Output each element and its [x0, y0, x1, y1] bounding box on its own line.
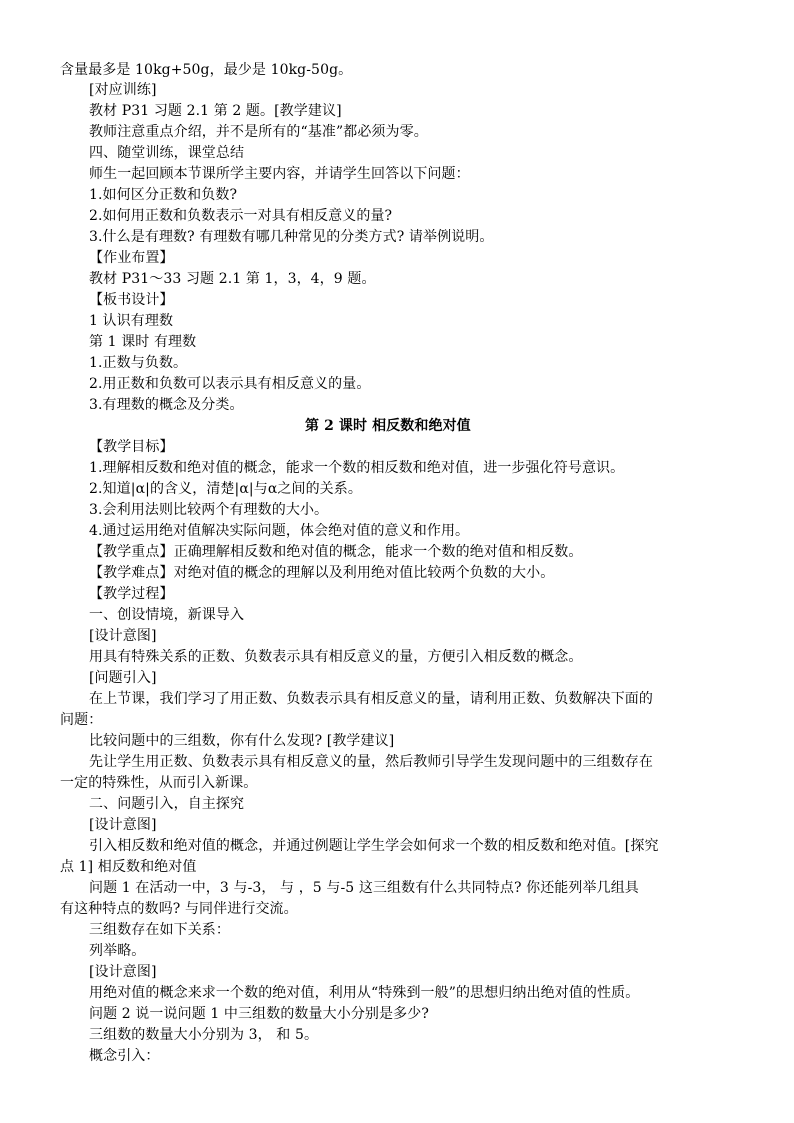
text-line: 2.如何用正数和负数表示一对具有相反意义的量?: [89, 208, 393, 224]
text-line: 教材 P31 习题 2.1 第 2 题。[教学建议]: [89, 103, 342, 119]
text-line: 三组数存在如下关系：: [89, 922, 230, 938]
text-line: 1.如何区分正数和负数?: [89, 187, 238, 203]
text-line: [设计意图]: [89, 817, 157, 833]
text-line: [设计意图]: [89, 964, 157, 980]
text-line: 用具有特殊关系的正数、负数表示具有相反意义的量，方便引入相反数的概念。: [89, 649, 583, 665]
text-line: 问题 1 在活动一中，3 与-3， 与 ，5 与-5 这三组数有什么共同特点? 你还能列举几组具: [89, 880, 639, 896]
text-line: 师生一起回顾本节课所学主要内容，并请学生回答以下问题：: [89, 166, 470, 182]
text-line: [问题引入]: [89, 670, 157, 686]
text-line: 比较问题中的三组数，你有什么发现? [教学建议]: [89, 733, 395, 749]
text-line: 三组数的数量大小分别为 3， 和 5。: [89, 1027, 319, 1043]
text-line: 二、问题引入，自主探究: [89, 796, 245, 812]
text-line: 1.正数与负数。: [89, 355, 188, 371]
text-line: 2.用正数和负数可以表示具有相反意义的量。: [89, 376, 371, 392]
text-line: 【教学目标】: [89, 439, 174, 455]
text-line: 教材 P31～33 习题 2.1 第 1，3，4，9 题。: [89, 271, 376, 287]
text-line: 一定的特殊性，从而引入新课。: [60, 775, 258, 791]
text-line: 问题：: [60, 712, 103, 728]
text-line: 【作业布置】: [89, 250, 174, 266]
text-line: 【教学过程】: [89, 586, 174, 602]
text-line: 4.通过运用绝对值解决实际问题，体会绝对值的意义和作用。: [89, 523, 470, 539]
text-line: [对应训练]: [89, 82, 157, 98]
text-line: [设计意图]: [89, 628, 157, 644]
text-line: 先让学生用正数、负数表示具有相反意义的量，然后教师引导学生发现问题中的三组数存在: [89, 754, 653, 770]
text-line: 【教学重点】正确理解相反数和绝对值的概念，能求一个数的绝对值和相反数。: [89, 544, 583, 560]
section-heading: 第 2 课时 相反数和绝对值: [305, 418, 471, 434]
text-line: 用绝对值的概念来求一个数的绝对值，利用从“特殊到一般”的思想归纳出绝对值的性质。: [89, 985, 640, 1001]
text-line: 问题 2 说一说问题 1 中三组数的数量大小分别是多少?: [89, 1006, 429, 1022]
text-line: 3.会利用法则比较两个有理数的大小。: [89, 502, 329, 518]
text-line: 有这种特点的数吗? 与同伴进行交流。: [60, 901, 298, 917]
text-line: 1.理解相反数和绝对值的概念，能求一个数的相反数和绝对值，进一步强化符号意识。: [89, 460, 625, 476]
text-line: 概念引入：: [89, 1048, 160, 1064]
text-line: 【板书设计】: [89, 292, 174, 308]
text-line: 1 认识有理数: [89, 313, 174, 329]
text-line: 含量最多是 10kg+50g，最少是 10kg-50g。: [60, 62, 353, 78]
text-line: 教师注意重点介绍，并不是所有的“基准”都必须为零。: [89, 124, 428, 140]
text-line: 在上节课，我们学习了用正数、负数表示具有相反意义的量，请利用正数、负数解决下面的: [89, 691, 653, 707]
text-line: 【教学难点】对绝对值的概念的理解以及利用绝对值比较两个负数的大小。: [89, 565, 555, 581]
text-line: 一、创设情境，新课导入: [89, 607, 245, 623]
text-line: 点 1] 相反数和绝对值: [60, 859, 197, 875]
text-line: 第 1 课时 有理数: [89, 334, 197, 350]
text-line: 列举略。: [89, 943, 146, 959]
text-line: 引入相反数和绝对值的概念，并通过例题让学生学会如何求一个数的相反数和绝对值。[探究: [89, 838, 659, 854]
text-line: 3.什么是有理数? 有理数有哪几种常见的分类方式? 请举例说明。: [89, 229, 494, 245]
text-line: 3.有理数的概念及分类。: [89, 397, 244, 413]
text-line: 四、随堂训练，课堂总结: [89, 145, 245, 161]
text-line: 2.知道|α|的含义，清楚|α|与α之间的关系。: [89, 481, 362, 497]
